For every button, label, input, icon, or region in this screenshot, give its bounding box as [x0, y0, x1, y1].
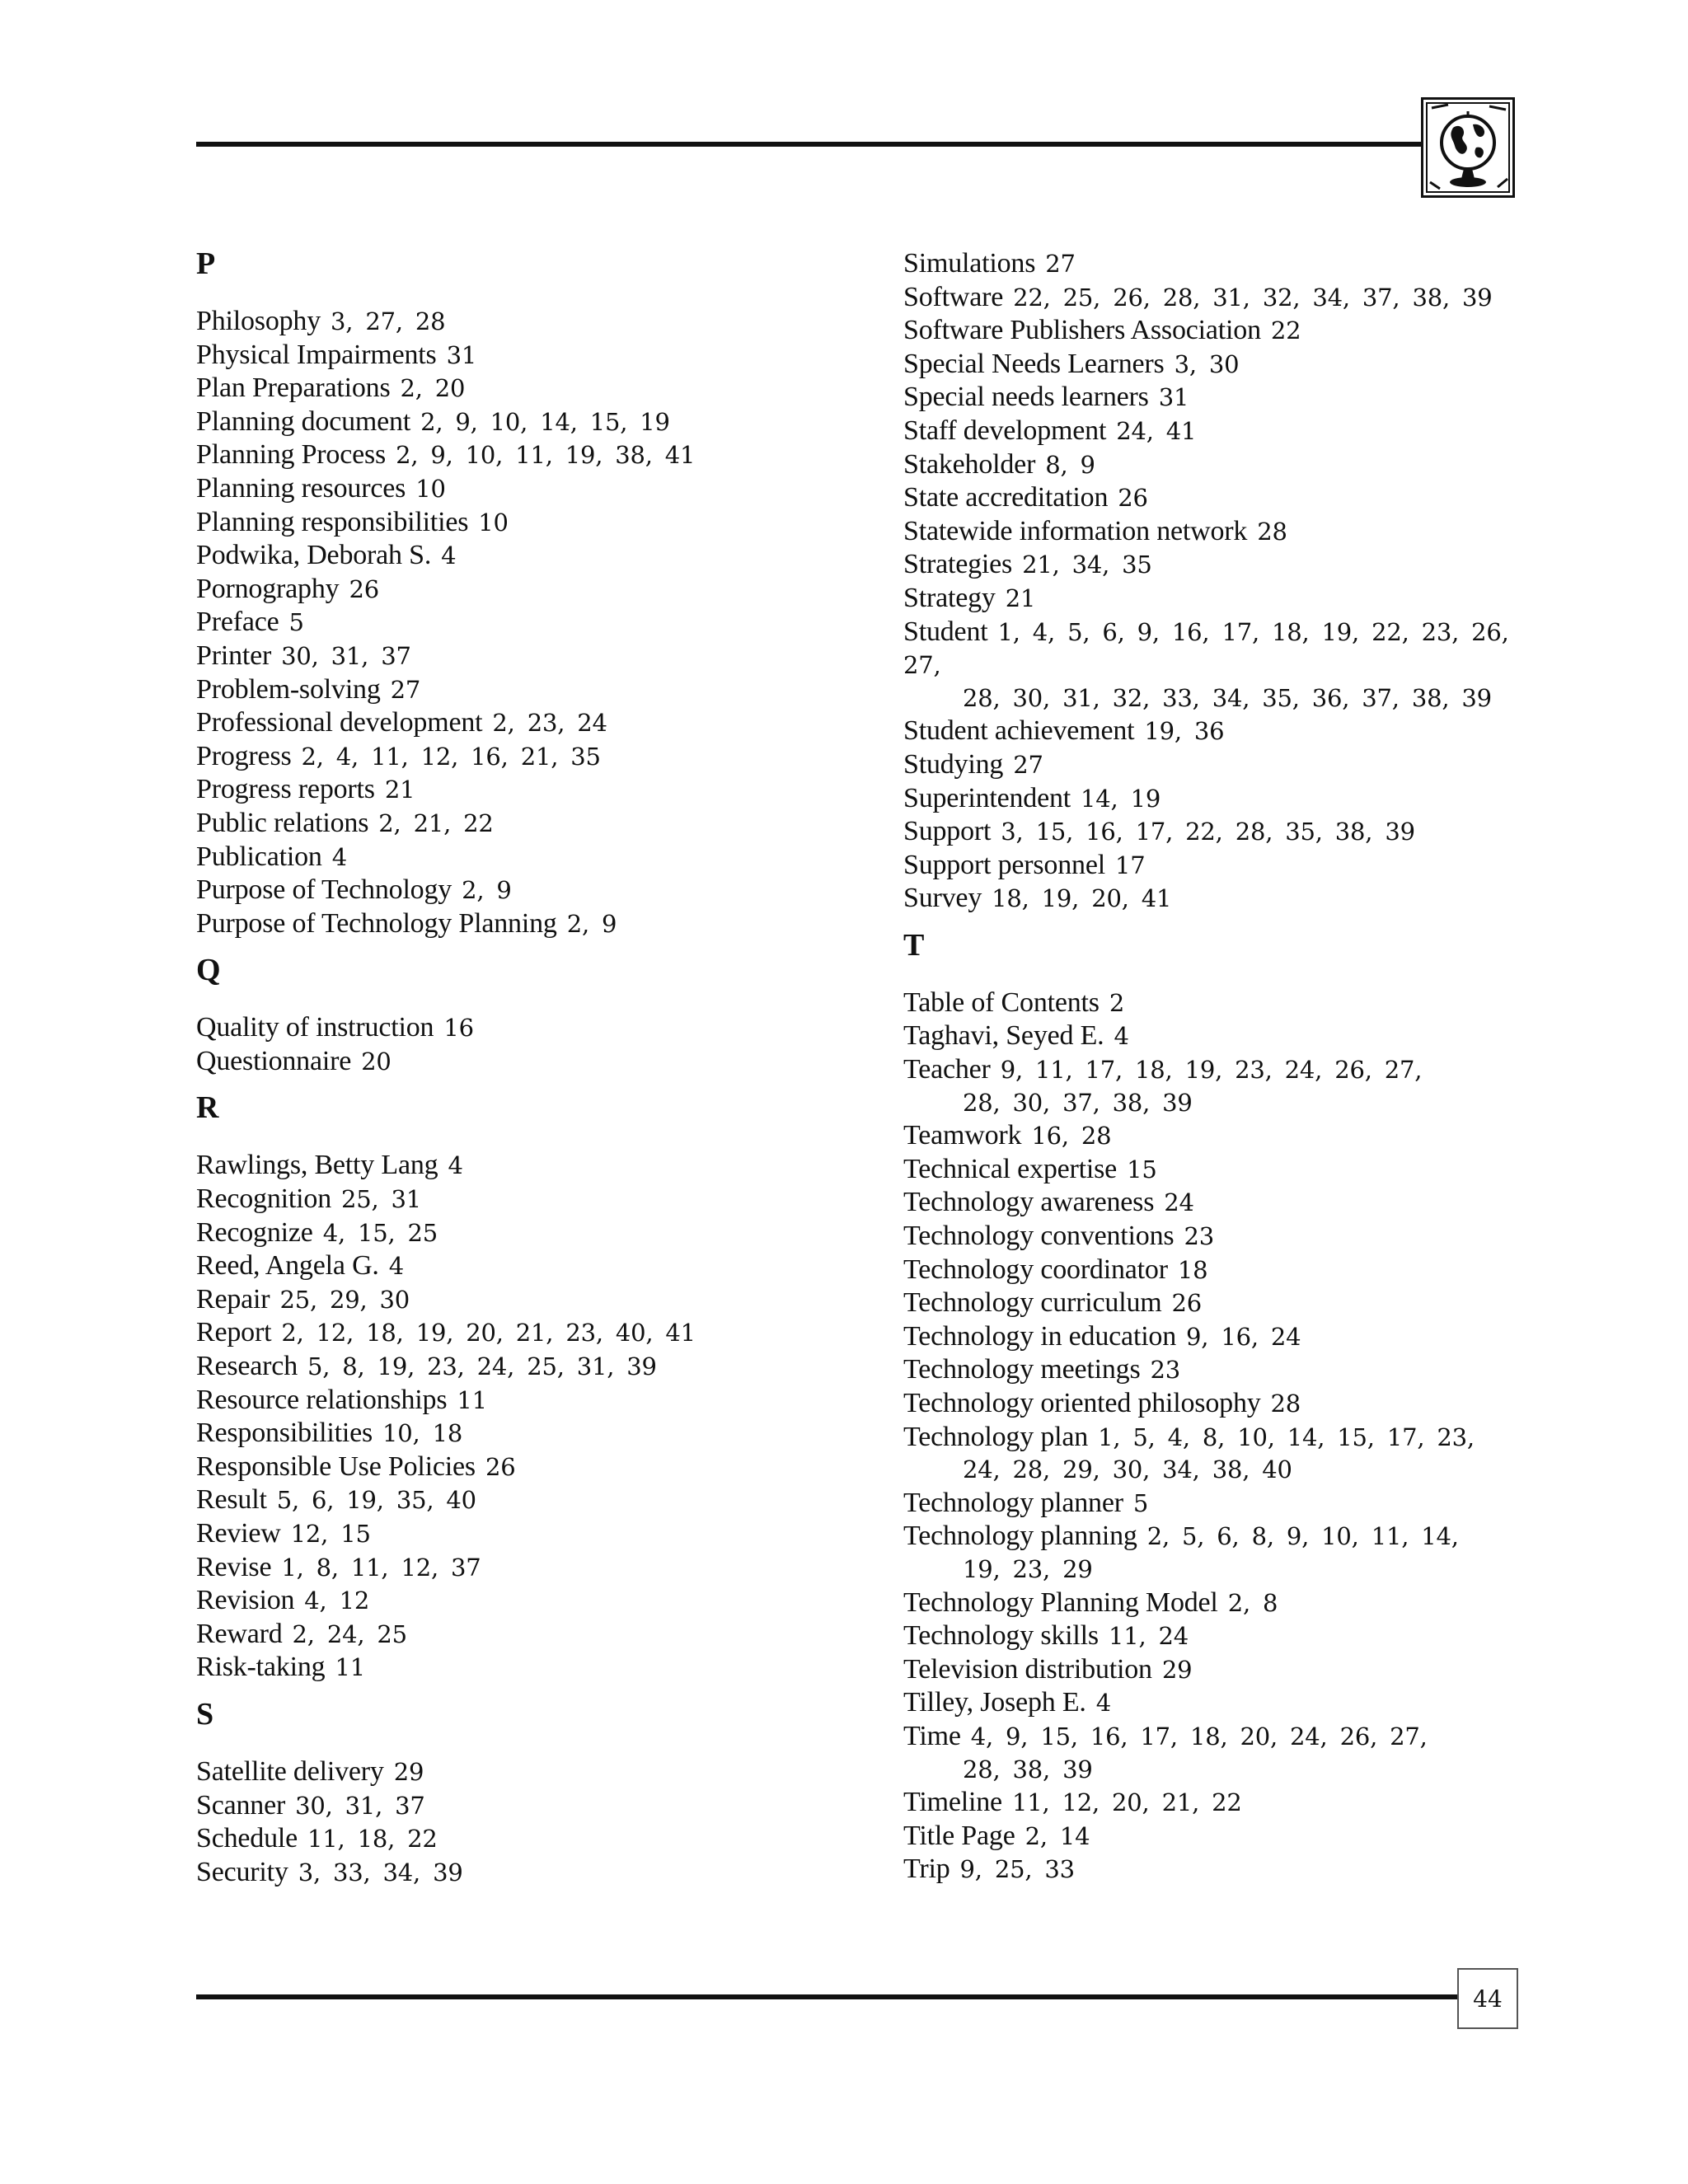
- index-entry: [196, 773, 889, 807]
- index-term: Software Publishers Association: [903, 315, 1261, 346]
- index-term: Responsibilities: [196, 1418, 373, 1449]
- index-page-refs: 4: [448, 1151, 463, 1180]
- index-term: Resource relationships: [196, 1384, 448, 1415]
- index-page-refs: 26: [1171, 1289, 1203, 1318]
- index-page-refs: 23: [1184, 1222, 1214, 1251]
- index-entry: [903, 987, 1530, 1020]
- index-entry: [903, 1653, 1530, 1687]
- index-term: Professional development: [196, 707, 483, 738]
- index-entry: [196, 1216, 889, 1250]
- index-page-refs: 31: [1158, 383, 1189, 412]
- index-term: Responsible Use Policies: [196, 1451, 476, 1482]
- index-entry: [903, 281, 1530, 315]
- index-page-refs: 22: [1270, 316, 1301, 345]
- index-entry: [903, 1421, 1530, 1487]
- index-entry: [196, 438, 889, 472]
- index-section: [196, 247, 889, 940]
- index-term: Trip: [903, 1854, 950, 1885]
- section-letter-heading: R: [196, 1090, 219, 1126]
- index-entry: [903, 548, 1530, 582]
- index-entry: [903, 1387, 1530, 1421]
- index-page-refs: 10, 18: [382, 1419, 463, 1448]
- index-term: Timeline: [903, 1787, 1002, 1818]
- index-term: Preface: [196, 607, 279, 638]
- index-page-refs: 3, 33, 34, 39: [298, 1858, 463, 1886]
- index-entry: [196, 1584, 889, 1618]
- index-page-refs: 2, 12, 18, 19, 20, 21, 23, 40, 41: [281, 1319, 696, 1347]
- index-entry: [196, 673, 889, 707]
- index-entry: [196, 1011, 889, 1045]
- index-page-refs: 27: [1045, 250, 1076, 278]
- index-entry: [903, 1720, 1530, 1786]
- index-page-refs: 27: [1013, 750, 1043, 779]
- index-page-refs: 5, 8, 19, 23, 24, 25, 31, 39: [307, 1352, 657, 1381]
- index-term: Technology conventions: [903, 1221, 1175, 1252]
- index-term: Student achievement: [903, 715, 1135, 747]
- index-term: Special needs learners: [903, 382, 1149, 413]
- index-entry: [196, 1149, 889, 1183]
- index-entry: [903, 849, 1530, 883]
- index-entry: [196, 573, 889, 607]
- index-page-refs: 26: [349, 574, 379, 603]
- index-entry: [903, 515, 1530, 549]
- section-letter-heading: Q: [196, 953, 221, 988]
- index-term: Strategy: [903, 582, 996, 613]
- index-entry: [903, 1153, 1530, 1187]
- index-section: [903, 929, 1530, 1886]
- index-entry: [196, 606, 889, 640]
- index-term: Scanner: [196, 1789, 286, 1821]
- index-entry: [196, 1651, 889, 1685]
- index-entry: [196, 1618, 889, 1652]
- index-term: Title Page: [903, 1820, 1015, 1851]
- index-entry: [903, 616, 1530, 715]
- index-entry: [903, 1353, 1530, 1387]
- index-term: Studying: [903, 748, 1004, 780]
- index-entry: [196, 706, 889, 740]
- index-entry: [903, 582, 1530, 616]
- index-term: Technology oriented philosophy: [903, 1388, 1261, 1418]
- index-page-refs: 24, 41: [1116, 416, 1197, 445]
- index-page-refs: 19, 36: [1144, 717, 1225, 746]
- index-entry: [903, 782, 1530, 816]
- index-term: Philosophy: [196, 306, 321, 336]
- index-page-refs: 4: [1095, 1689, 1111, 1718]
- index-page-refs: 30, 31, 37: [295, 1791, 425, 1820]
- index-page-refs: 4: [331, 842, 347, 871]
- index-term: State accreditation: [903, 482, 1109, 513]
- index-entry: [196, 1822, 889, 1856]
- index-column-right: [903, 247, 1530, 1886]
- index-term: Planning responsibilities: [196, 506, 469, 537]
- index-page-refs: 24: [1164, 1188, 1194, 1217]
- index-page-refs: 2, 9, 10, 11, 19, 38, 41: [396, 441, 696, 470]
- index-term: Technical expertise: [903, 1153, 1118, 1184]
- index-term: Problem-solving: [196, 673, 381, 705]
- index-page-refs: 2, 9: [462, 876, 512, 905]
- index-page-refs: 5, 6, 19, 35, 40: [276, 1486, 476, 1515]
- index-entry: [903, 1619, 1530, 1653]
- index-term: Staff development: [903, 415, 1107, 446]
- index-entry: [903, 815, 1530, 849]
- index-entry: [196, 1183, 889, 1216]
- index-page-refs: 2, 5, 6, 8, 9, 10, 11, 14,: [1146, 1522, 1459, 1551]
- index-entry: [196, 1316, 889, 1350]
- index-entry: [903, 481, 1530, 515]
- bottom-rule: [196, 1994, 1457, 1999]
- index-page-refs: 2, 4, 11, 12, 16, 21, 35: [301, 742, 601, 771]
- index-page-refs: 2, 14: [1025, 1821, 1090, 1850]
- index-page-refs: 16, 28: [1031, 1122, 1112, 1151]
- index-term: Software: [903, 281, 1004, 312]
- index-term: Purpose of Technology: [196, 874, 452, 906]
- index-page-refs: 2: [1109, 988, 1125, 1017]
- index-page-refs: 2, 9: [566, 909, 617, 938]
- index-section: [196, 954, 889, 1078]
- index-term: Report: [196, 1317, 272, 1348]
- index-entry: [903, 882, 1530, 916]
- index-term: Progress: [196, 740, 292, 771]
- index-term: Progress reports: [196, 774, 375, 805]
- index-section: [903, 247, 1530, 916]
- section-letter-heading: T: [903, 927, 925, 963]
- index-entry: [196, 1350, 889, 1384]
- index-page-refs: 8, 9: [1045, 450, 1095, 479]
- index-page-refs-continued: 19, 23, 29: [963, 1554, 1093, 1583]
- index-term: Teacher: [903, 1054, 991, 1085]
- index-entry: [196, 1417, 889, 1451]
- index-column-left: [196, 247, 889, 1889]
- index-page-refs: 2, 21, 22: [378, 808, 494, 837]
- index-term: Strategies: [903, 549, 1013, 580]
- index-term: Survey: [903, 883, 982, 914]
- index-term: Teamwork: [903, 1120, 1022, 1151]
- index-page-refs: 26: [485, 1452, 516, 1481]
- index-page-refs: 11, 18, 22: [307, 1825, 438, 1854]
- globe-on-stand-icon: [1421, 97, 1515, 198]
- index-term: Planning resources: [196, 472, 406, 504]
- index-page-refs: 29: [1161, 1655, 1193, 1684]
- index-term: Technology planning: [903, 1521, 1137, 1552]
- index-term: Planning document: [196, 405, 411, 437]
- index-entry: [903, 314, 1530, 348]
- index-term: Physical Impairments: [196, 339, 437, 370]
- index-term: Revise: [196, 1551, 272, 1582]
- index-page-refs: 18: [1177, 1255, 1208, 1284]
- index-term: Reward: [196, 1618, 283, 1649]
- index-term: Review: [196, 1518, 281, 1549]
- index-section: [196, 1091, 889, 1685]
- index-page-refs: 27: [390, 675, 421, 704]
- index-page-refs: 9, 16, 24: [1186, 1322, 1301, 1351]
- index-page-refs: 1, 5, 4, 8, 10, 14, 15, 17, 23,: [1098, 1422, 1475, 1451]
- index-entry: [903, 748, 1530, 782]
- index-term: Statewide information network: [903, 515, 1248, 546]
- index-page-refs: 30, 31, 37: [281, 641, 411, 670]
- index-page-refs: 17: [1114, 851, 1146, 879]
- index-entry: [903, 415, 1530, 448]
- index-entry: [196, 472, 889, 506]
- index-term: Time: [903, 1720, 961, 1751]
- index-entry: [196, 1551, 889, 1585]
- index-page-refs: 25, 31: [341, 1185, 422, 1214]
- index-page-refs: 1, 8, 11, 12, 37: [281, 1553, 481, 1582]
- index-entry: [196, 907, 889, 941]
- index-entry: [903, 1686, 1530, 1720]
- index-term: Recognize: [196, 1216, 313, 1248]
- index-entry: [903, 1186, 1530, 1220]
- index-term: Technology plan: [903, 1421, 1089, 1452]
- index-term: Technology skills: [903, 1620, 1099, 1652]
- index-page-refs: 2, 9, 10, 14, 15, 19: [420, 407, 670, 436]
- index-entry: [196, 305, 889, 339]
- index-entry: [903, 1487, 1530, 1521]
- index-page-refs: 3, 27, 28: [331, 307, 446, 335]
- index-page-refs-continued: 28, 30, 37, 38, 39: [963, 1088, 1193, 1117]
- index-entry: [903, 1520, 1530, 1586]
- index-term: Superintendent: [903, 782, 1071, 813]
- index-page-refs: 31: [446, 340, 477, 369]
- index-term: Taghavi, Seyed E.: [903, 1020, 1104, 1052]
- section-letter-heading: P: [196, 246, 216, 281]
- page-number: 44: [1457, 1968, 1518, 2029]
- index-term: Publication: [196, 841, 322, 872]
- index-page-refs: 15: [1127, 1155, 1157, 1183]
- index-term: Technology Planning Model: [903, 1586, 1218, 1618]
- index-entry: [903, 348, 1530, 382]
- index-page-refs: 4: [1114, 1022, 1129, 1051]
- index-page-refs: 22, 25, 26, 28, 31, 32, 34, 37, 38, 39: [1013, 283, 1493, 312]
- index-term: Support: [903, 816, 992, 847]
- index-term: Security: [196, 1856, 288, 1887]
- index-entry: [196, 539, 889, 573]
- top-rule: [196, 142, 1424, 147]
- index-term: Technology coordinator: [903, 1254, 1168, 1285]
- index-entry: [196, 1384, 889, 1418]
- index-entry: [196, 874, 889, 907]
- index-term: Schedule: [196, 1823, 298, 1854]
- index-page-refs: 11: [457, 1385, 487, 1414]
- index-term: Podwika, Deborah S.: [196, 540, 432, 571]
- index-page-refs: 12, 15: [290, 1520, 371, 1548]
- index-entry: [903, 1320, 1530, 1354]
- index-page-refs: 2, 23, 24: [492, 709, 607, 738]
- index-term: Simulations: [903, 248, 1036, 279]
- index-page-refs: 10: [415, 474, 446, 503]
- index-page-refs-continued: 28, 38, 39: [963, 1755, 1093, 1783]
- index-page-refs-continued: 28, 30, 31, 32, 33, 34, 35, 36, 37, 38, 39: [963, 683, 1492, 712]
- index-entry: [196, 841, 889, 874]
- index-entry: [196, 1249, 889, 1283]
- index-entry: [196, 1517, 889, 1551]
- index-term: Pornography: [196, 573, 340, 604]
- index-page-refs: 9, 11, 17, 18, 19, 23, 24, 26, 27,: [1000, 1056, 1423, 1085]
- index-term: Satellite delivery: [196, 1755, 384, 1787]
- index-term: Support personnel: [903, 849, 1105, 880]
- index-term: Student: [903, 616, 988, 647]
- index-page-refs: 23: [1150, 1356, 1180, 1385]
- index-page-refs: 21: [384, 776, 415, 804]
- index-page-refs: 2, 20: [400, 374, 466, 403]
- index-entry: [196, 372, 889, 405]
- index-term: Public relations: [196, 807, 369, 838]
- index-entry: [903, 1053, 1530, 1119]
- index-page-refs-continued: 24, 28, 29, 30, 34, 38, 40: [963, 1455, 1292, 1484]
- index-entry: [903, 1853, 1530, 1886]
- index-entry: [196, 1856, 889, 1890]
- index-page-refs: 9, 25, 33: [959, 1855, 1075, 1884]
- index-term: Printer: [196, 640, 272, 671]
- index-entry: [903, 1254, 1530, 1287]
- index-term: Repair: [196, 1283, 270, 1315]
- index-page-refs: 4: [388, 1252, 404, 1281]
- index-term: Risk-taking: [196, 1652, 326, 1683]
- index-term: Technology in education: [903, 1320, 1177, 1352]
- index-term: Special Needs Learners: [903, 348, 1165, 379]
- index-page-refs: 28: [1270, 1390, 1301, 1418]
- index-section: [196, 1698, 889, 1889]
- index-term: Purpose of Technology Planning: [196, 907, 557, 939]
- index-page-refs: 4, 9, 15, 16, 17, 18, 20, 24, 26, 27,: [970, 1722, 1428, 1750]
- index-entry: [196, 1451, 889, 1484]
- index-page-refs: 2, 24, 25: [292, 1619, 407, 1648]
- index-entry: [196, 405, 889, 439]
- index-entry: [903, 1586, 1530, 1620]
- index-term: Result: [196, 1484, 267, 1516]
- index-page-refs: 11, 24: [1108, 1622, 1189, 1651]
- index-term: Technology planner: [903, 1487, 1123, 1518]
- index-entry: [903, 1019, 1530, 1053]
- index-entry: [903, 247, 1530, 281]
- index-page-refs: 26: [1118, 484, 1148, 513]
- index-entry: [903, 1119, 1530, 1153]
- index-page-refs: 4: [441, 541, 457, 570]
- index-page-refs: 29: [393, 1757, 424, 1786]
- index-page-refs: 25, 29, 30: [279, 1285, 410, 1314]
- index-entry: [903, 1286, 1530, 1320]
- index-page-refs: 10: [478, 508, 509, 537]
- index-page-refs: 21, 34, 35: [1022, 551, 1152, 579]
- index-entry: [903, 381, 1530, 415]
- index-term: Recognition: [196, 1183, 331, 1215]
- index-term: Tilley, Joseph E.: [903, 1687, 1086, 1718]
- index-entry: [196, 1483, 889, 1517]
- index-term: Plan Preparations: [196, 373, 391, 404]
- index-term: Stakeholder: [903, 448, 1036, 480]
- index-page-refs: 11, 12, 20, 21, 22: [1011, 1788, 1242, 1817]
- index-entry: [196, 640, 889, 673]
- index-entry: [196, 1755, 889, 1789]
- index-entry: [196, 506, 889, 540]
- index-page-refs: 4, 15, 25: [322, 1218, 438, 1247]
- index-page-refs: 20: [361, 1047, 392, 1076]
- index-page-refs: 3, 15, 16, 17, 22, 28, 35, 38, 39: [1001, 818, 1415, 846]
- index-entry: [196, 1283, 889, 1317]
- index-entry: [903, 1220, 1530, 1254]
- index-page-refs: 4, 12: [304, 1586, 370, 1615]
- index-entry: [196, 807, 889, 841]
- index-page-refs: 18, 19, 20, 41: [992, 884, 1172, 913]
- index-page-refs: 2, 8: [1227, 1588, 1278, 1617]
- index-page-refs: 21: [1005, 583, 1036, 612]
- index-term: Rawlings, Betty Lang: [196, 1150, 438, 1181]
- index-term: Technology curriculum: [903, 1287, 1162, 1319]
- index-entry: [903, 1786, 1530, 1820]
- index-page-refs: 3, 30: [1174, 349, 1240, 378]
- index-page-refs: 5: [288, 608, 304, 637]
- index-term: Revision: [196, 1585, 295, 1616]
- index-term: Technology awareness: [903, 1187, 1155, 1218]
- index-entry: [196, 339, 889, 373]
- index-page-refs: 5: [1132, 1488, 1149, 1517]
- index-entry: [196, 1045, 889, 1079]
- index-term: Questionnaire: [196, 1045, 352, 1076]
- index-entry: [196, 740, 889, 774]
- index-page-refs: 11: [335, 1653, 365, 1682]
- index-term: Television distribution: [903, 1653, 1152, 1685]
- index-term: Table of Contents: [903, 987, 1100, 1018]
- index-term: Research: [196, 1351, 298, 1382]
- index-entry: [196, 1789, 889, 1823]
- index-entry: [903, 715, 1530, 748]
- index-page-refs: 1, 4, 5, 6, 9, 16, 17, 18, 19, 22, 23, 26, 27,: [903, 617, 1509, 680]
- index-page-refs: 16: [443, 1014, 474, 1043]
- index-term: Technology meetings: [903, 1354, 1141, 1385]
- section-letter-heading: S: [196, 1696, 214, 1732]
- index-entry: [903, 1820, 1530, 1854]
- index-term: Planning Process: [196, 439, 387, 471]
- index-entry: [903, 448, 1530, 482]
- index-term: Quality of instruction: [196, 1012, 434, 1043]
- index-page-refs: 14, 19: [1081, 784, 1161, 813]
- index-page-refs: 28: [1257, 517, 1287, 546]
- index-term: Reed, Angela G.: [196, 1250, 379, 1282]
